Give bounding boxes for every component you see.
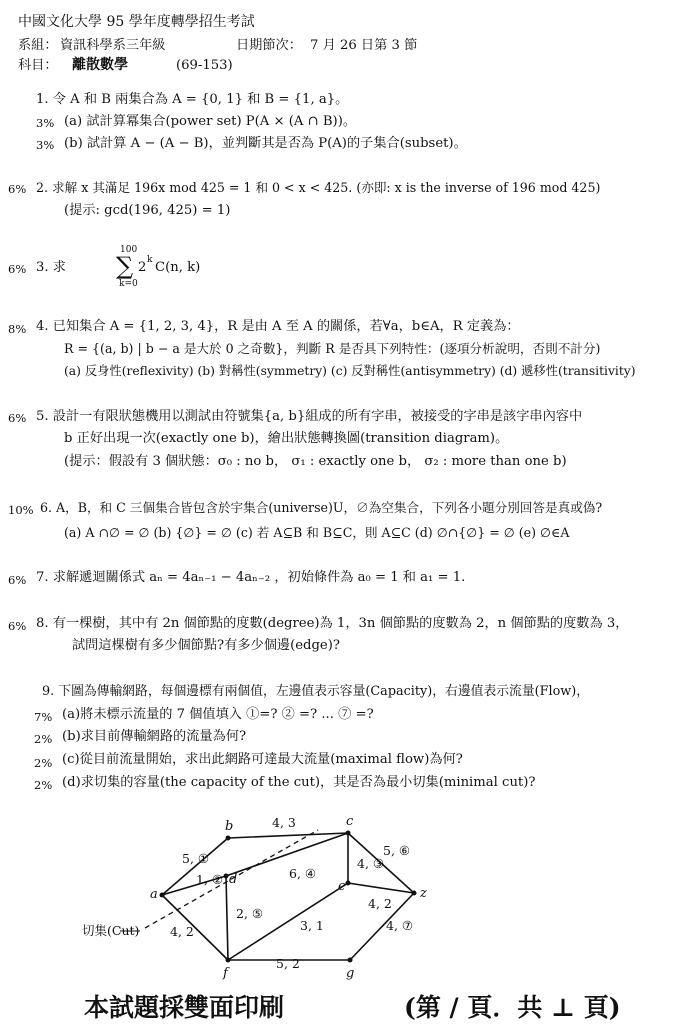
edge-d-c (226, 833, 348, 876)
q8-line-1: 8. 有一棵樹，其中有 2n 個節點的度數(degree)為 1，3n 個節點的度數為 2，n 個節點的度數為 3， (36, 616, 629, 631)
subject-label: 科目： (18, 58, 58, 73)
network-graph (0, 800, 700, 980)
q4-line-1: 4. 已知集合 A = {1, 2, 3, 4}，R 是由 A 至 A 的關係，若∀a，b∈A，R 定義為： (36, 319, 520, 334)
q1-line-3: (b) 試計算 A − (A − B)，並判斷其是否為 P(A)的子集合(subset)。 (64, 136, 467, 151)
q4-line-2: R = {(a, b) | b − a 是大於 0 之奇數}，判斷 R 是否具下列特性：(逐項分析說明，否則不計分) (64, 341, 601, 356)
q9-line-3: (b)求目前傳輸網路的流量為何? (62, 729, 247, 744)
q5-mark: 6% (8, 411, 27, 425)
q3-exp: k (147, 255, 153, 265)
edge-label-e-z: 4, 2 (368, 896, 392, 911)
q3-mark: 6% (8, 262, 27, 276)
q9-line-2: (a)將未標示流量的 7 個值填入 ①=? ② =? ... ⑦ =? (62, 707, 374, 722)
q4-mark: 8% (8, 322, 27, 336)
q9-line-4: (c)從目前流量開始，求出此網路可達最大流量(maximal flow)為何? (62, 752, 463, 767)
exam-title: 中國文化大學 95 學年度轉學招生考試 (18, 14, 255, 30)
q1-line-1: 1. 令 A 和 B 兩集合為 A = {0, 1} 和 B = {1, a}。 (36, 92, 349, 107)
cut-label: 切集(Cut) (82, 923, 140, 938)
q1-mark-a: 3% (36, 116, 55, 130)
footer-note: 本試題採雙面印刷 (84, 993, 285, 1022)
q6-line-2: (a) A ∩∅ = ∅ (b) {∅} = ∅ (c) 若 A⊆B 和 B⊆C，則 A⊆C (d) ∅∩{∅} = ∅ (e) ∅∈A (64, 525, 570, 540)
q1-line-2: (a) 試計算冪集合(power set) P(A × (A ∩ B))。 (64, 114, 357, 129)
edge-label-a-f: 4, 2 (170, 924, 194, 939)
q7-mark: 6% (8, 573, 27, 587)
edge-label-f-g: 5, 2 (276, 956, 300, 971)
edge-label-f-e: 3, 1 (300, 918, 324, 933)
node-e-label: e (338, 879, 346, 894)
node-c-dot (346, 831, 351, 836)
q6-mark: 10% (8, 503, 34, 517)
q9-mark-c: 2% (34, 756, 53, 770)
node-d-label: d (229, 872, 238, 887)
node-c-label: c (346, 814, 354, 829)
edge-label-d-f: 2, ⑤ (236, 906, 264, 921)
q2-mark: 6% (8, 182, 27, 196)
edge-label-a-b: 5, ① (182, 851, 210, 866)
node-d-dot (224, 874, 229, 879)
q9-line-5: (d)求切集的容量(the capacity of the cut)，其是否為最小切集(minimal cut)? (62, 775, 536, 790)
edge-label-b-c: 4, 3 (272, 815, 296, 830)
q5-line-2: b 正好出現一次(exactly one b)，繪出狀態轉換圖(transition diagram)。 (64, 431, 509, 446)
edge-label-d-c: 6, ④ (289, 866, 317, 881)
node-b-dot (226, 836, 231, 841)
q7-line: 7. 求解遞迴關係式 aₙ = 4aₙ₋₁ − 4aₙ₋₂ ，初始條件為 a₀ = 1 和 a₁ = 1. (36, 570, 466, 585)
q2-line-1: 2. 求解 x 其滿足 196x mod 425 = 1 和 0 < x < 425. (亦即: x is the inverse of 196 mod 425) (36, 180, 601, 195)
q8-mark: 6% (8, 619, 27, 633)
q5-line-1: 5. 設計一有限狀態機用以測試由符號集{a, b}組成的所有字串，被接受的字串是該字串內容中 (36, 409, 583, 424)
q2-line-2: (提示: gcd(196, 425) = 1) (64, 203, 231, 218)
node-g-label: g (346, 966, 355, 980)
date-value: 7 月 26 日第 3 節 (310, 38, 418, 53)
edge-label-z-g: 4, ⑦ (386, 918, 414, 933)
dept-label: 系組： (18, 38, 58, 53)
q1-mark-b: 3% (36, 138, 55, 152)
node-f-dot (226, 958, 231, 963)
date-label: 日期節次： (236, 38, 302, 53)
q3-expr: 2 (138, 260, 147, 275)
edge-d-f (226, 876, 228, 960)
node-f-label: f (223, 966, 228, 980)
q9-mark-d: 2% (34, 778, 53, 792)
node-a-label: a (150, 887, 158, 902)
edge-label-c-z: 5, ⑥ (383, 843, 411, 858)
q3-sum-lower: k=0 (119, 279, 138, 289)
edge-b-c (228, 833, 348, 838)
subject-code: (69-153) (176, 58, 233, 73)
footer-page: (第 / 頁．共 ⊥ 頁) (404, 993, 621, 1022)
q4-line-3: (a) 反身性(reflexivity) (b) 對稱性(symmetry) (c) 反對稱性(antisymmetry) (d) 遞移性(transitivity) (64, 364, 636, 378)
node-b-label: b (225, 819, 234, 834)
summation-icon: ∑ (116, 252, 134, 280)
node-g-dot (348, 958, 353, 963)
q9-mark-a: 7% (34, 710, 53, 724)
edge-f-e (228, 883, 348, 960)
q3-sum-upper: 100 (120, 245, 138, 255)
q9-mark-b: 2% (34, 732, 53, 746)
node-a-dot (160, 893, 165, 898)
q3-tail: C(n, k) (155, 260, 201, 275)
q5-line-3: (提示：假設有 3 個狀態：σ₀ : no b， σ₁ : exactly one b， σ₂ : more than one b) (64, 454, 567, 469)
q9-line-1: 9. 下圖為傳輸網路，每個邊標有兩個值，左邊值表示容量(Capacity)，右邊值表示流量(Flow)， (42, 684, 590, 699)
node-z-label: z (420, 886, 427, 901)
node-e-dot (346, 881, 351, 886)
q8-line-2: 試問這棵樹有多少個節點?有多少個邊(edge)? (72, 638, 340, 653)
dept-value: 資訊科學系三年級 (60, 38, 166, 53)
subject-value: 離散數學 (72, 57, 128, 73)
node-z-dot (412, 891, 417, 896)
edge-label-a-d: 1, ② (196, 872, 224, 887)
q3-label: 3. 求 (36, 260, 66, 275)
q6-line-1: 6. A，B，和 C 三個集合皆包含於宇集合(universe)U，∅為空集合，下列各小題分別回答是真或偽? (40, 500, 603, 515)
edge-label-c-e: 4, ③ (357, 856, 385, 871)
